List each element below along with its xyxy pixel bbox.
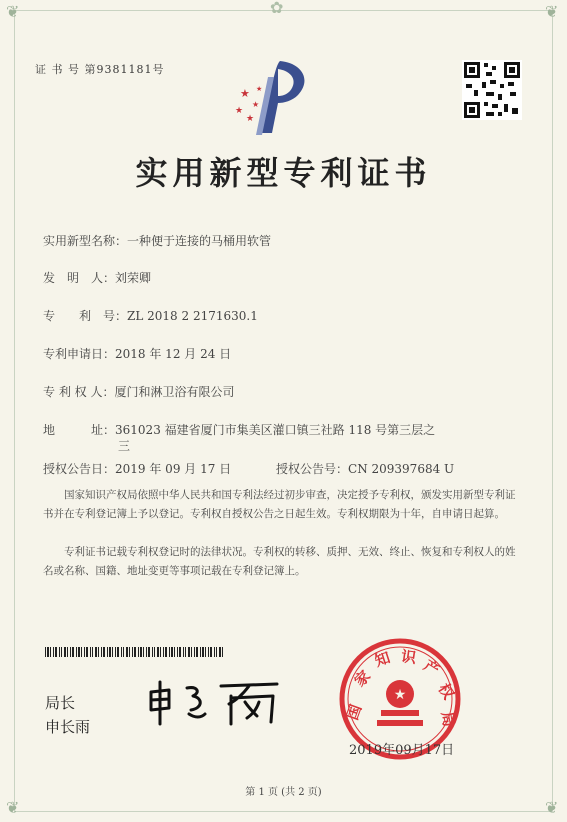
address-value-line1: 361023 福建省厦门市集美区灌口镇三社路 118 号第三层之: [115, 423, 436, 437]
patentee-row: [43, 383, 234, 400]
chief-title: 局长: [45, 694, 76, 712]
inventor-label: 发 明 人：: [43, 271, 116, 285]
svg-text:★: ★: [256, 85, 263, 93]
svg-text:★: ★: [393, 687, 407, 703]
patent-number-label: 专 利 号：: [43, 309, 128, 323]
ornament-top-left: ❦: [6, 2, 20, 21]
page-number: 第 1 页 (共 2 页): [245, 787, 322, 798]
address-value-line2: 三: [118, 439, 131, 453]
filing-date-row: [43, 345, 231, 362]
utility-model-name-value: 一种便于连接的马桶用软管: [127, 234, 272, 248]
svg-text:★: ★: [235, 106, 244, 116]
patentee-value: 厦门和淋卫浴有限公司: [114, 385, 235, 399]
chief-name: 申长雨: [45, 718, 91, 736]
patentee-label: 专 利 权 人：: [43, 385, 115, 399]
ornament-bottom-left: ❦: [6, 798, 20, 817]
inventor-row: [43, 269, 151, 286]
svg-text:产: 产: [420, 656, 443, 680]
svg-text:家: 家: [350, 666, 375, 691]
svg-text:★: ★: [252, 100, 260, 109]
grant-date-value: 2019 年 09 月 17 日: [115, 462, 232, 476]
svg-text:识: 识: [400, 647, 418, 668]
filing-date-value: 2018 年 12 月 24 日: [115, 347, 232, 361]
grant-date-label: 授权公告日：: [43, 462, 116, 476]
legal-status-paragraph: 专利证书记载专利权登记时的法律状况。专利权的转移、质押、无效、终止、恢复和专利权人的姓名或名称、国籍、地址变更等事项记载在专利登记簿上。: [43, 546, 516, 577]
svg-text:局: 局: [437, 710, 459, 729]
ornament-top-center: ✿: [270, 0, 284, 17]
svg-text:权: 权: [434, 680, 458, 703]
grant-number-value: CN 209397684 U: [348, 462, 455, 476]
grant-date-row: [43, 460, 231, 477]
svg-text:★: ★: [240, 87, 250, 100]
address-row: [43, 421, 435, 438]
grant-statement-paragraph: 国家知识产权局依照中华人民共和国专利法经过初步审查，决定授予专利权，颁发实用新型专利证书并在专利登记簿上予以登记。专利权自授权公告之日起生效。专利权期限为十年，自申请日起算。: [43, 489, 516, 520]
ornament-bottom-right: ❦: [545, 798, 559, 817]
filing-date-label: 专利申请日：: [43, 347, 116, 361]
utility-model-name-row: [43, 232, 271, 249]
seal-date: 2019年09月17日: [349, 743, 455, 758]
utility-model-name-label: 实用新型名称：: [43, 234, 128, 248]
patent-number-value: ZL 2018 2 2171630.1: [127, 309, 258, 323]
inventor-value: 刘荣卿: [115, 271, 152, 285]
barcode: [45, 647, 225, 657]
qr-code: [462, 60, 522, 120]
handwritten-signature: [145, 678, 285, 728]
cnipa-logo: [232, 55, 322, 140]
certificate-title: 实用新型专利证书: [135, 154, 432, 192]
grant-number-label: 授权公告号：: [276, 462, 349, 476]
ornament-top-right: ❦: [545, 2, 559, 21]
patent-number-row: [43, 307, 258, 324]
certificate-number: 证 书 号 第9381181号: [35, 63, 165, 76]
address-label: 地 址：: [43, 423, 116, 437]
svg-text:知: 知: [372, 648, 393, 671]
svg-text:国: 国: [343, 702, 366, 723]
grant-number-row: [276, 460, 454, 477]
svg-text:★: ★: [246, 114, 255, 124]
